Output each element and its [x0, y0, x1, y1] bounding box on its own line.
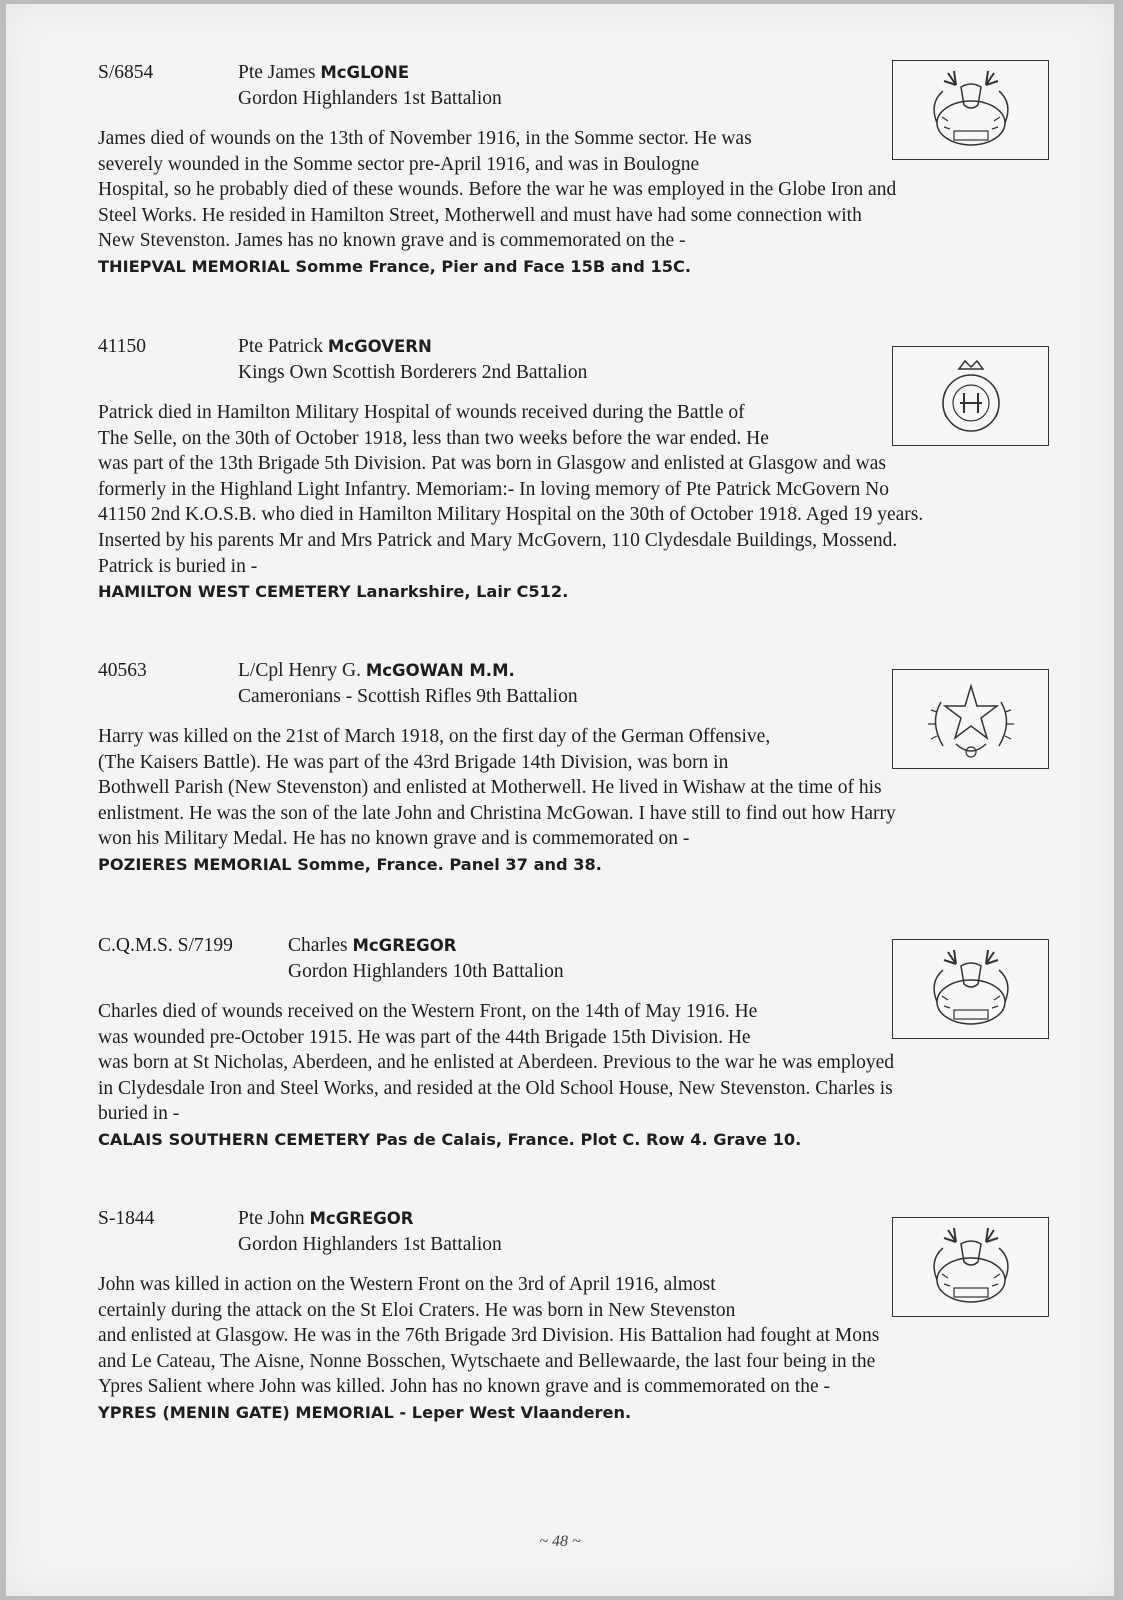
- service-number: 40563: [98, 660, 147, 681]
- gordon-highlanders-badge-icon: [892, 939, 1049, 1039]
- entry-text: Harry was killed on the 21st of March 1918, on the first day of the German Offensive, (The Kaisers Battle). He was part of the 43rd Brigade 14th Division, was born in Bothwell Parish (New Stevenston) and enlisted at Motherwell. He lived in Wishaw at the time of his enlistment. He was the son of the late John and Christina McGowan. I have still to find out how Harry won his Military Medal. He has no known grave and is commemorated on - POZIERES MEMORIAL Somme, France. Panel 37 and 38.: [98, 724, 1058, 878]
- unit-name: Kings Own Scottish Borderers 2nd Battalion: [238, 362, 588, 383]
- soldier-name: Charles McGREGOR: [288, 935, 457, 956]
- service-number: S/6854: [98, 62, 154, 83]
- soldier-name: Pte James McGLONE: [238, 62, 410, 83]
- page-number: ~ 48 ~: [539, 1533, 581, 1550]
- burial-line: POZIERES MEMORIAL Somme, France. Panel 37 and 38.: [98, 854, 602, 874]
- unit-name: Gordon Highlanders 10th Battalion: [288, 961, 564, 982]
- soldier-name: Pte John McGREGOR: [238, 1208, 414, 1229]
- unit-name: Gordon Highlanders 1st Battalion: [238, 88, 502, 109]
- cameronians-badge-icon: [892, 669, 1049, 769]
- service-number: 41150: [98, 336, 147, 357]
- service-number: C.Q.M.S. S/7199: [98, 935, 233, 956]
- gordon-highlanders-badge-icon: [892, 60, 1049, 160]
- kosb-badge-icon: [892, 346, 1049, 446]
- entry-text: Charles died of wounds received on the Western Front, on the 14th of May 1916. He was wounded pre-October 1915. He was part of the 44th Brigade 15th Division. He was born at St Nicholas, Aberdeen, and he enlisted at Aberdeen. Previous to the war he was employed in Clydesdale Iron and Steel Works, and resided at the Old School House, New Stevenston. Charles is buried in - CALAIS SOUTHERN CEMETERY Pas de Calais, France. Plot C. Row 4. Grave 10.: [98, 999, 1058, 1153]
- soldier-name: Pte Patrick McGOVERN: [238, 336, 432, 357]
- burial-line: YPRES (MENIN GATE) MEMORIAL - Leper West Vlaanderen.: [98, 1402, 632, 1422]
- burial-line: THIEPVAL MEMORIAL Somme France, Pier and Face 15B and 15C.: [98, 256, 692, 276]
- burial-line: HAMILTON WEST CEMETERY Lanarkshire, Lair C512.: [98, 582, 569, 602]
- gordon-highlanders-badge-icon: [892, 1217, 1049, 1317]
- unit-name: Gordon Highlanders 1st Battalion: [238, 1234, 502, 1255]
- entry-text: James died of wounds on the 13th of November 1916, in the Somme sector. He was severely wounded in the Somme sector pre-April 1916, and was in Boulogne Hospital, so he probably died of these wounds. Before the war he was employed in the Globe Iron and Steel Works. He resided in Hamilton Street, Motherwell and must have had some connection with New Stevenston. James has no known grave and is commemorated on the - THIEPVAL MEMORIAL Somme France, Pier and Face 15B and 15C.: [98, 126, 1058, 280]
- unit-name: Cameronians - Scottish Rifles 9th Battalion: [238, 686, 578, 707]
- soldier-name: L/Cpl Henry G. McGOWAN M.M.: [238, 660, 515, 681]
- entry-text: John was killed in action on the Western Front on the 3rd of April 1916, almost certainly during the attack on the St Eloi Craters. He was born in New Stevenston and enlisted at Glasgow. He was in the 76th Brigade 3rd Division. His Battalion had fought at Mons and Le Cateau, The Aisne, Nonne Bosschen, Wytschaete and Bellewaarde, the last four being in the Ypres Salient where John was killed. John has no known grave and is commemorated on the - YPRES (MENIN GATE) MEMORIAL - Leper West Vlaanderen.: [98, 1272, 1058, 1426]
- service-number: S-1844: [98, 1208, 155, 1229]
- entry-text: Patrick died in Hamilton Military Hospital of wounds received during the Battle of The Selle, on the 30th of October 1918, less than two weeks before the war ended. He was part of the 13th Brigade 5th Division. Pat was born in Glasgow and enlisted at Glasgow and was formerly in the Highland Light Infantry. Memoriam:- In loving memory of Pte Patrick McGovern No 41150 2nd K.O.S.B. who died in Hamilton Military Hospital on the 30th of October 1918. Aged 19 years. Inserted by his parents Mr and Mrs Patrick and Mary McGovern, 110 Clydesdale Buildings, Mossend. Patrick is buried in - HAMILTON WEST CEMETERY Lanarkshire, Lair C512.: [98, 400, 1058, 605]
- page: [6, 4, 1114, 1596]
- burial-line: CALAIS SOUTHERN CEMETERY Pas de Calais, France. Plot C. Row 4. Grave 10.: [98, 1129, 802, 1149]
